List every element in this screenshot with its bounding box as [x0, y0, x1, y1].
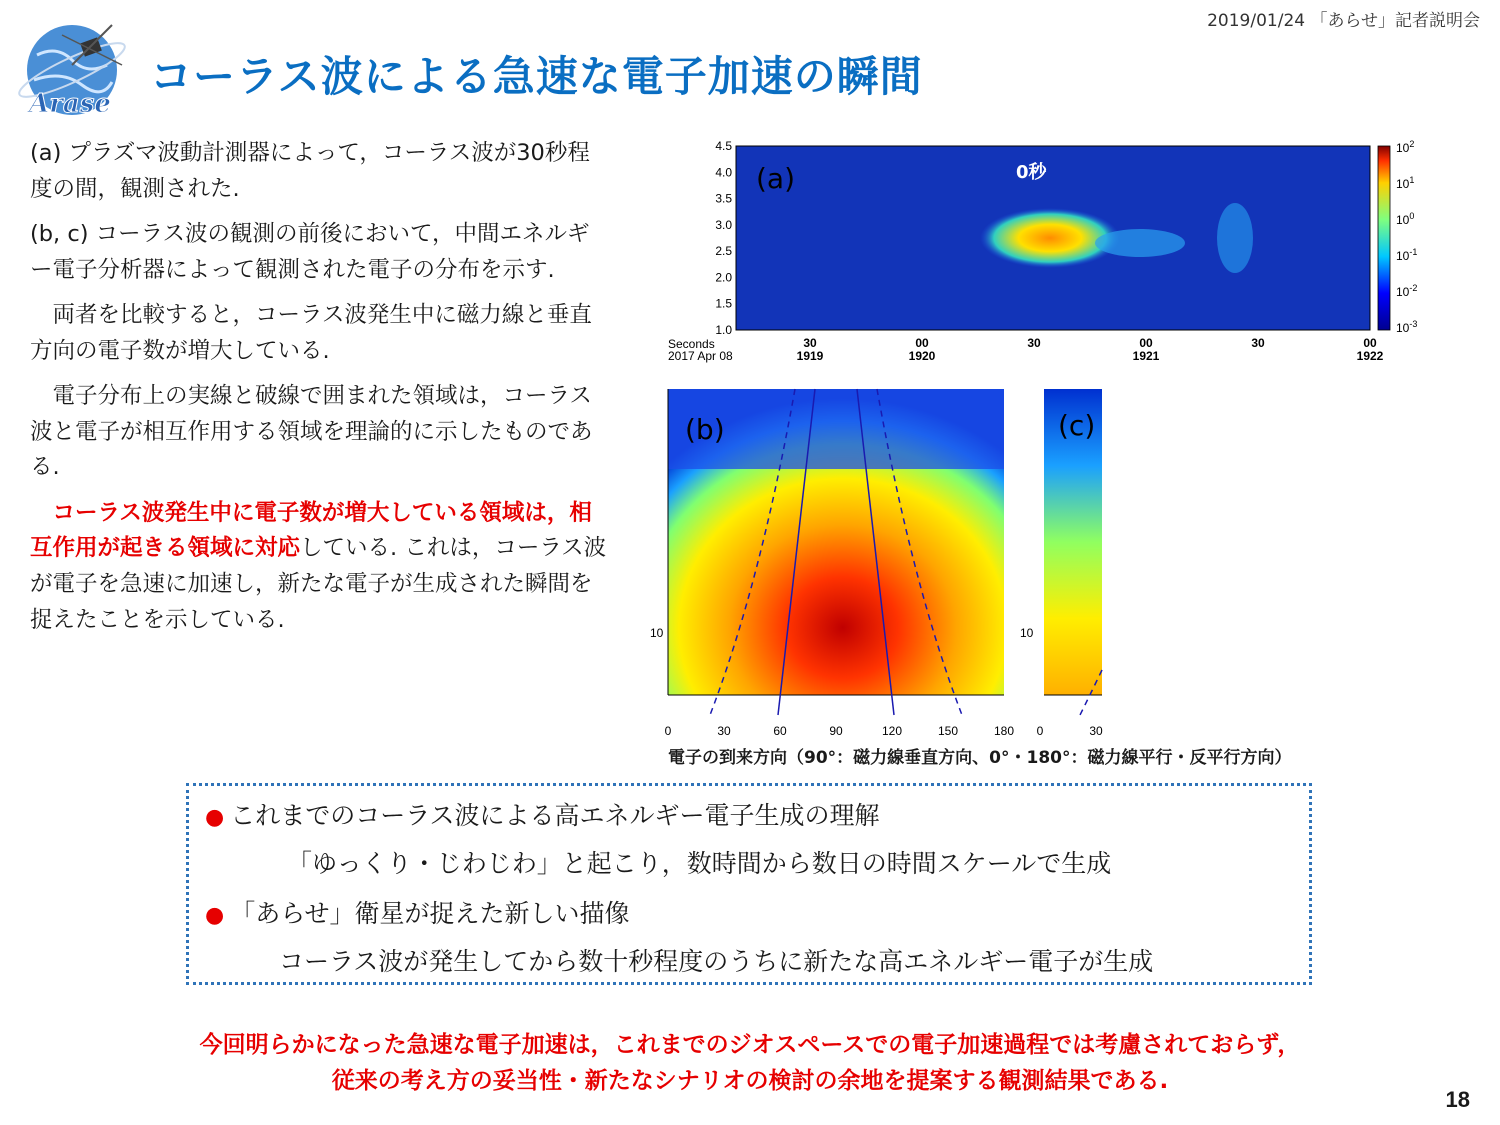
figure-b-x-tick: 150: [937, 724, 959, 738]
figure-c-distribution: [1018, 385, 1118, 740]
figure-b-x-tick: 0: [664, 724, 672, 738]
figure-caption: 電子の到来方向（90°：磁力線垂直方向、0°・180°：磁力線平行・反平行方向）: [668, 748, 1292, 768]
logo-text: Arase: [29, 89, 111, 119]
summary-detail-2: コーラス波が発生してから数十秒程度のうちに新たな高エネルギー電子が生成: [279, 947, 1154, 976]
colorbar-tick: $10^1$: [1396, 175, 1415, 191]
figure-a-x-axis: [797, 336, 1384, 363]
figure-c-x-tick: 30: [1089, 724, 1103, 738]
figure-b-x-tick: 90: [829, 724, 843, 738]
arase-logo: [12, 10, 140, 120]
figure-a-y-tick: 1.0: [715, 323, 732, 337]
summary-bullet-1: ● これまでのコーラス波による高エネルギー電子生成の理解: [205, 801, 880, 830]
figure-a-spectrogram: [660, 138, 1420, 368]
figure-a-x-tick-seconds: 30: [1027, 336, 1041, 350]
desc-tail: している. これは，コーラス波が電子を急速に加速し，新たな電子が生成された瞬間を捉えたことを示している.: [30, 535, 607, 633]
figure-b-x-tick: 60: [773, 724, 787, 738]
figure-a-y-tick: 3.5: [715, 191, 732, 206]
colorbar-labels: [1396, 139, 1417, 335]
page-title: コーラス波による急速な電子加速の瞬間: [150, 52, 923, 101]
x-row-label-date: 2017 Apr 08: [668, 349, 733, 363]
event-date-header: 2019/01/24 「あらせ」記者説明会: [1207, 11, 1480, 31]
desc-paragraph-compare: 両者を比較すると，コーラス波発生中に磁力線と垂直方向の電子数が増大している.: [30, 302, 592, 364]
colorbar-tick: $10^{-3}$: [1396, 319, 1418, 335]
figure-a-x-tick-seconds: 30: [1251, 336, 1265, 350]
figure-c-label: (c): [1058, 409, 1096, 442]
conclusion-line-2: 従来の考え方の妥当性・新たなシナリオの検討の余地を提案する観測結果である.: [331, 1068, 1169, 1094]
summary-bullet-2: ● 「あらせ」衛星が捉えた新しい描像: [205, 899, 630, 928]
figure-c-x-tick: 0: [1036, 724, 1044, 738]
figure-b-x-axis: [665, 724, 1015, 738]
desc-paragraph-region: 電子分布上の実線と破線で囲まれた領域は，コーラス波と電子が相互作用する領域を理論的に示したものである.: [30, 383, 593, 481]
time-marker: 0秒: [1016, 162, 1047, 183]
bullet-icon: ●: [205, 903, 225, 928]
figure-a-x-tick-minute: 1919: [796, 349, 824, 363]
bullet-icon: ●: [205, 805, 225, 830]
colorbar: [1378, 146, 1390, 330]
desc-paragraph-bc: (b, c) コーラス波の観測の前後において，中間エネルギー電子分析器によって観測された電子の分布を示す.: [30, 221, 590, 283]
figure-a-x-tick-seconds: 00: [1139, 336, 1153, 350]
figure-a-x-tick-seconds: 00: [915, 336, 929, 350]
figure-b-y-tick: 10: [650, 626, 664, 640]
figure-a-y-tick: 1.5: [715, 296, 732, 311]
figure-a-x-tick-seconds: 30: [803, 336, 817, 350]
figure-a-y-tick: 4.0: [715, 165, 732, 180]
figure-b-label: (b): [685, 413, 725, 446]
figure-b-x-tick: 120: [881, 724, 903, 738]
conclusion-line-1: 今回明らかになった急速な電子加速は，これまでのジオスペースでの電子加速過程では考慮されておらず，: [199, 1032, 1301, 1058]
colorbar-tick: $10^{-1}$: [1396, 247, 1418, 263]
colorbar-tick: $10^{-2}$: [1396, 283, 1418, 299]
x-row-label-seconds: Seconds: [668, 337, 715, 351]
colorbar-tick: $10^0$: [1396, 211, 1415, 227]
figure-a-y-tick: 2.5: [715, 244, 732, 259]
page-number: 18: [1445, 1087, 1470, 1112]
figure-a-y-tick: 3.0: [715, 217, 732, 232]
description-block: [30, 136, 610, 648]
figure-a-x-tick-minute: 1922: [1356, 349, 1384, 363]
figure-a-y-tick: 2.0: [715, 270, 732, 285]
figure-b-x-tick: 180: [993, 724, 1015, 738]
figure-c-y-tick: 10: [1020, 626, 1034, 640]
colorbar-tick: $10^2$: [1396, 139, 1415, 155]
summary-detail-1: 「ゆっくり・じわじわ」と起こり，数時間から数日の時間スケールで生成: [287, 849, 1112, 878]
figure-b-distribution: [640, 385, 1040, 740]
desc-emphasis: コーラス波発生中に電子数が増大している領域は，相互作用が起きる領域に対応: [30, 499, 592, 562]
figure-c-x-axis: [1037, 724, 1103, 738]
desc-paragraph-a: (a) プラズマ波動計測器によって，コーラス波が30秒程度の間，観測された.: [30, 140, 590, 202]
figure-a-x-tick-seconds: 00: [1363, 336, 1377, 350]
figure-a-x-tick-minute: 1920: [908, 349, 936, 363]
figure-a-x-tick-minute: 1921: [1132, 349, 1160, 363]
figure-b-x-tick: 30: [717, 724, 731, 738]
figure-a-y-tick: 4.5: [715, 139, 732, 153]
summary-box: [186, 783, 1312, 985]
desc-paragraph-conclusion: [30, 496, 610, 638]
figure-a-label: (a): [756, 162, 796, 195]
figure-a-y-axis: [715, 139, 732, 337]
